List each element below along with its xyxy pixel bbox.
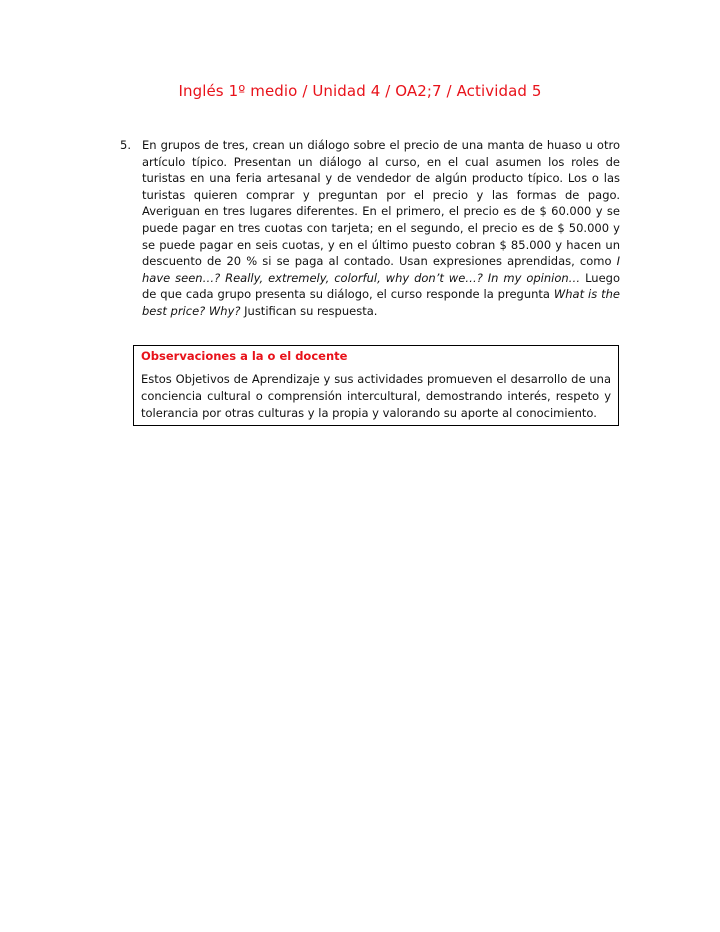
observations-box — [133, 345, 619, 426]
observations-title: Observaciones a la o el docente — [141, 349, 348, 363]
activity-text-part-2: Luego de que cada grupo presenta su diálogo, el curso responde la pregunta — [142, 270, 620, 302]
activity-text-part-3: Justifican su respuesta. — [244, 303, 378, 318]
activity-expressions: I have seen…? Really, extremely, colorful, why don’t we…? In my opinion… — [142, 254, 621, 285]
activity-description — [142, 137, 620, 320]
observations-text: Estos Objetivos de Aprendizaje y sus actividades promueven el desarrollo de una conciencia cultural o comprensión intercultural, demostrando interés, respeto y tolerancia por otras culturas y la propia y valorando su aporte al conocimiento. — [141, 372, 611, 420]
activity-item — [120, 137, 620, 320]
page-title: Inglés 1º medio / Unidad 4 / OA2;7 / Actividad 5 — [178, 82, 542, 100]
activity-question: What is the best price? Why? — [142, 287, 620, 318]
activity-number: 5. — [120, 138, 131, 152]
activity-text-part-1: En grupos de tres, crean un diálogo sobre el precio de una manta de huaso u otro artículo típico. Presentan un diálogo al curso, en el cual asumen los roles de turistas en una feria artesanal y de vendedor de algún producto típico. Los o las turistas quieren comprar y preguntan por el precio y las formas de pago. Averiguan en tres lugares diferentes. En el primero, el precio es de $ 60.000 y se puede pagar en tres cuotas con tarjeta; en el segundo, el precio es de $ 50.000 y se puede pagar en seis cuotas, y en el último puesto cobran $ 85.000 y hacen un descuento de 20 % si se paga al contado. Usan expresiones aprendidas, como — [142, 138, 620, 269]
